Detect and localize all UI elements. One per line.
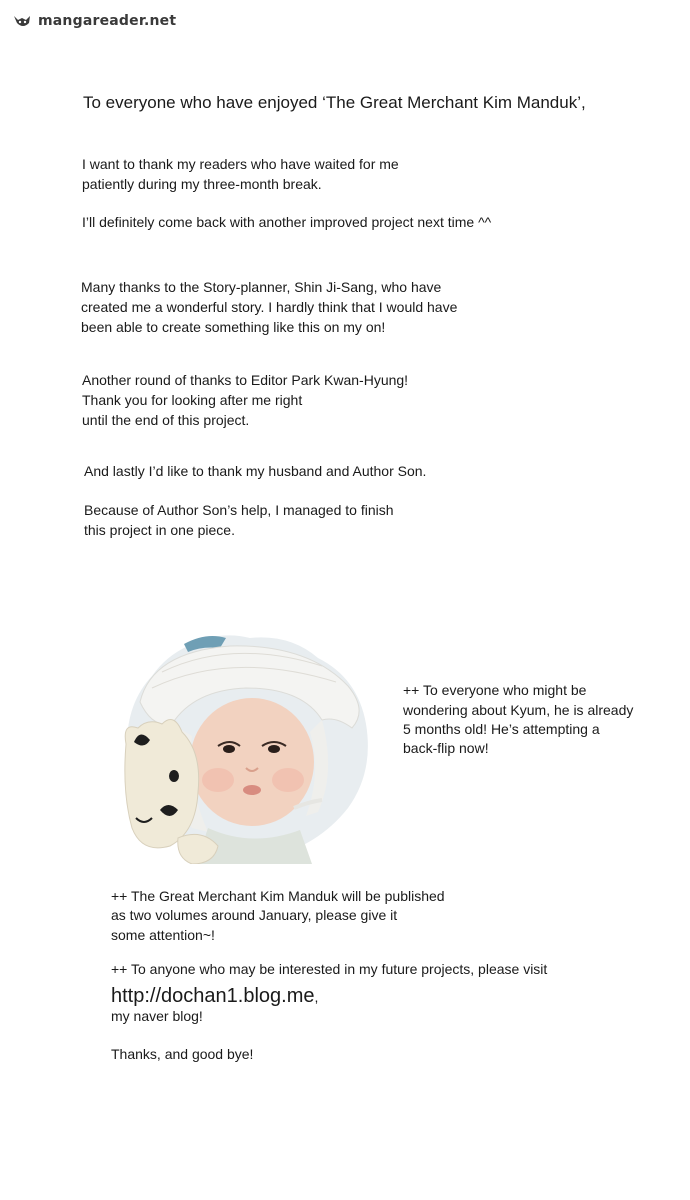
naver-blog-label: my naver blog! xyxy=(111,1008,203,1024)
husband-line: And lastly I’d like to thank my husband and Author Son. xyxy=(84,463,427,479)
thanks-readers-line-2: patiently during my three-month break. xyxy=(82,176,322,192)
story-planner-line-1: Many thanks to the Story-planner, Shin Ji-Sang, who have xyxy=(81,279,442,295)
letter-title: To everyone who have enjoyed ‘The Great Merchant Kim Manduk’, xyxy=(83,93,586,112)
watermark-text: mangareader.net xyxy=(38,13,177,29)
publishing-note-line-1: ++ The Great Merchant Kim Manduk will be published xyxy=(111,888,445,904)
story-planner-line-3: been able to create something like this on my on! xyxy=(81,319,386,335)
closing-line: Thanks, and good bye! xyxy=(111,1046,254,1062)
story-planner-line-2: created me a wonderful story. I hardly think that I would have xyxy=(81,299,458,315)
come-back-line: I’ll definitely come back with another improved project next time ^^ xyxy=(82,214,492,230)
publishing-note-line-2: as two volumes around January, please give it xyxy=(111,907,398,923)
editor-line-2: Thank you for looking after me right xyxy=(82,392,303,408)
editor-line-3: until the end of this project. xyxy=(82,412,250,428)
watermark xyxy=(12,10,176,32)
publishing-note-line-3: some attention~! xyxy=(111,927,215,943)
kyum-caption-line-1: ++ To everyone who might be xyxy=(403,682,587,698)
cat-head-icon xyxy=(12,12,34,30)
author-son-line-1: Because of Author Son’s help, I managed to finish xyxy=(84,502,394,518)
kyum-caption-line-4: back-flip now! xyxy=(403,740,489,756)
blog-url-comma: , xyxy=(314,989,319,1005)
kyum-caption-line-3: 5 months old! He’s attempting a xyxy=(403,721,600,737)
thanks-readers-line-1: I want to thank my readers who have waited for me xyxy=(82,156,399,172)
baby-photo xyxy=(122,632,374,864)
blog-url: http://dochan1.blog.me xyxy=(111,985,315,1007)
kyum-caption-line-2: wondering about Kyum, he is already xyxy=(403,702,634,718)
author-son-line-2: this project in one piece. xyxy=(84,522,235,538)
future-projects-line: ++ To anyone who may be interested in my future projects, please visit xyxy=(111,961,548,977)
editor-line-1: Another round of thanks to Editor Park Kwan-Hyung! xyxy=(82,372,409,388)
